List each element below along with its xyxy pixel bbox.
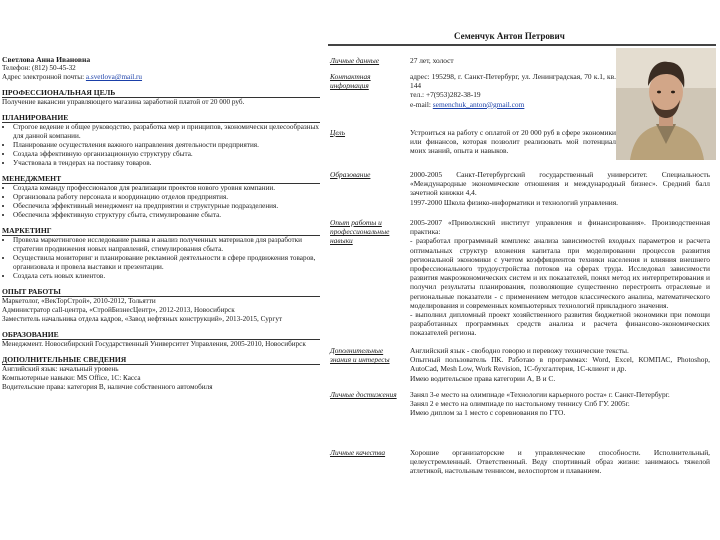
left-name: Светлова Анна Ивановна xyxy=(2,55,91,64)
right-name: Семенчук Антон Петрович xyxy=(454,31,565,41)
resume-right xyxy=(328,28,718,534)
list-item: • Планирование осуществления важного направления деятельности предприятия. xyxy=(13,141,320,150)
row-label: Личные данные xyxy=(330,56,380,65)
list-item: • Создала эффективную организационную структуру сбыта. xyxy=(13,150,320,159)
row-line: Английский язык - свободно говорю и перевожу технические тексты. xyxy=(410,346,629,355)
row-line: тел.: +7(953)282-38-19 xyxy=(410,90,481,100)
row-label: Контактная информация xyxy=(330,72,371,91)
row-label: Цель xyxy=(330,128,346,137)
list-item: • Создала команду профессионалов для реализации проектов нового уровня компании. xyxy=(13,184,320,193)
left-section-title: ПЛАНИРОВАНИЕ xyxy=(2,113,320,123)
list-item: • Обеспечила эффективный менеджмент на предприятии и структурные подразделения. xyxy=(13,202,320,211)
row-value xyxy=(410,170,710,207)
row-label: Личные качества xyxy=(330,448,386,457)
row-label: Образование xyxy=(330,170,371,179)
list-item: • Осуществила мониторинг и планирование рекламной деятельности в сфере продвижения товаров, организовала и провела выставки и презентации. xyxy=(13,254,320,272)
left-section-line: Администратор call-центра, «СтройБизнесЦентр», 2012-2013, Новосибирск xyxy=(2,306,235,314)
right-email-link[interactable]: semenchuk_anton@gmail.com xyxy=(432,99,525,109)
list-item: • Провела маркетинговое исследование рынка и анализ полученных материалов для разработки стратегии продвижения новых направлений, стимулирования сбыта. xyxy=(13,236,320,254)
list-item: • Организовала работу персонала и координацию отделов предприятия. xyxy=(13,193,320,202)
row-value xyxy=(410,346,710,383)
row-value xyxy=(410,448,710,476)
row-value xyxy=(410,128,616,156)
left-sections xyxy=(2,88,320,392)
left-section xyxy=(2,287,320,324)
left-section-list xyxy=(2,184,320,220)
row-value xyxy=(410,72,616,109)
row-line: Имею диплом за 1 место с соревнования по ГТО. xyxy=(410,408,566,418)
row-line: Занял 3-е место на олимпиаде «Технологии карьерного роста» г. Санкт-Петербург. xyxy=(410,390,670,399)
left-section-list xyxy=(2,123,320,168)
row-line: - выполнил дипломный проект хозяйственного развития бюджетной экономики при помощи разработанных программных средств анализа и расчета финансово-экономических показателей региона. xyxy=(410,310,710,338)
left-email-link[interactable]: a.svetlova@mail.ru xyxy=(85,73,143,81)
left-section-line: Водительские права: категория В, наличие собственного автомобиля xyxy=(2,383,213,391)
row-label: Личные достижения xyxy=(330,390,397,399)
list-item: • Участвовала в тендерах на поставку товаров. xyxy=(13,159,320,168)
left-phone: Телефон: (812) 50-45-32 xyxy=(2,64,76,72)
right-header-rule xyxy=(328,44,716,46)
row-line: - разработал программный комплекс анализа зависимостей входных параметров и расчета оптимальных структур вложения капитала при моделировании процессов развития региональной экономики с учетом коэффициентов техники населения и влияния внешнего профессионального трудоустройства потоков на сферах труда. Исследовал зависимости развития макроэкономических систем и их показателей, понял метод их интерпретирования и получил результаты планирования, позволяющие существенно перестроить отраслевые и региональные показатели - с применением методов классического анализа, математического моделирования и современных компьютерных технологий прикладного значения. xyxy=(410,236,710,310)
row-line: Устроиться на работу с оплатой от 20 000 руб в сфере экономики или финансов, которая позволит реализовать мой потенциал моих знаний, опыта и навыков. xyxy=(410,128,616,156)
left-section xyxy=(2,355,320,392)
list-item: • Обеспечила эффективную структуру сбыта, стимулирование сбыта. xyxy=(13,211,320,220)
left-section xyxy=(2,174,320,220)
resume-left xyxy=(2,55,320,535)
left-section xyxy=(2,113,320,168)
row-line: e-mail: semenchuk_anton@gmail.com xyxy=(410,99,525,109)
left-contacts xyxy=(2,64,320,82)
left-section-line: Заместитель начальника отдела кадров, «Завод нефтяных конструкций», 2013-2015, Сургут xyxy=(2,315,283,323)
row-line: Занял 2 е место на олимпиаде по настольному теннису Спб ГУ. 2005г. xyxy=(410,399,630,409)
left-section-line: Компьютерные навыки: MS Office, 1С: Касса xyxy=(2,374,141,382)
left-section-title: МАРКЕТИНГ xyxy=(2,226,320,236)
left-email-line: Адрес электронной почты: a.svetlova@mail.ru xyxy=(2,73,143,81)
row-value xyxy=(410,218,710,338)
row-line: Хорошие организаторские и управленческие способности. Исполнительный, целеустремленный. Ответственный. Веду спортивный образ жизни: занимаюсь тяжелой атлетикой, настольным теннисом, велоспортом и плаванием. xyxy=(410,448,710,476)
left-section-line: Английский язык: начальный уровень xyxy=(2,365,119,373)
left-section-list xyxy=(2,236,320,281)
row-value xyxy=(410,390,710,418)
row-line: адрес: 195298, г. Санкт-Петербург, ул. Ленинградская, 70 к.1, кв. 144 xyxy=(410,72,616,91)
row-line: Опытный пользователь ПК. Работаю в программах: Word, Excel, КОМПАС, Photoshop, AutoCad, Mesh Low, Work Revision, 1С-бухгалтерия, 1С-клиент и др. xyxy=(410,355,710,374)
row-label: Опыт работы и профессиональные навыки xyxy=(330,218,390,246)
left-section-title: ПРОФЕССИОНАЛЬНАЯ ЦЕЛЬ xyxy=(2,88,320,98)
list-item: • Создала сеть новых клиентов. xyxy=(13,272,320,281)
row-line: 1997-2000 Школа физико-информатики и технологий управления. xyxy=(410,197,618,207)
left-section-title: ОБРАЗОВАНИЕ xyxy=(2,330,320,340)
row-line: 27 лет, холост xyxy=(410,56,454,65)
left-section xyxy=(2,330,320,349)
row-value xyxy=(410,56,616,65)
left-section xyxy=(2,88,320,107)
row-label: Дополнительные знания и интересы xyxy=(330,346,390,365)
profile-photo xyxy=(616,48,716,160)
left-section-title: ДОПОЛНИТЕЛЬНЫЕ СВЕДЕНИЯ xyxy=(2,355,320,365)
left-section-title: МЕНЕДЖМЕНТ xyxy=(2,174,320,184)
row-line: Имею водительское права категории А, В и С. xyxy=(410,373,556,383)
left-section xyxy=(2,226,320,281)
left-section-text: Получение вакансии управляющего магазина заработной платой от 20 000 руб. xyxy=(2,98,245,106)
left-section-line: Маркетолог, «ВекТорСтрой», 2010-2012, Тольятти xyxy=(2,297,156,305)
left-section-line: Менеджмент. Новосибирский Государственный Университет Управления, 2005-2010, Новосибирск xyxy=(2,340,306,348)
row-line: 2005-2007 «Приволжский институт управления и финансирования». Производственная практика: xyxy=(410,218,710,237)
left-section-title: ОПЫТ РАБОТЫ xyxy=(2,287,320,297)
row-line: 2000-2005 Санкт-Петербургский государственный университет. Специальность «Международные экономические отношения и международный бизнес». Средний балл зачетной книжки 4,4. xyxy=(410,170,710,198)
list-item: • Строгое ведение и общее руководство, разработка мер и принципов, экономически целесообразных для данной компании. xyxy=(13,123,320,141)
